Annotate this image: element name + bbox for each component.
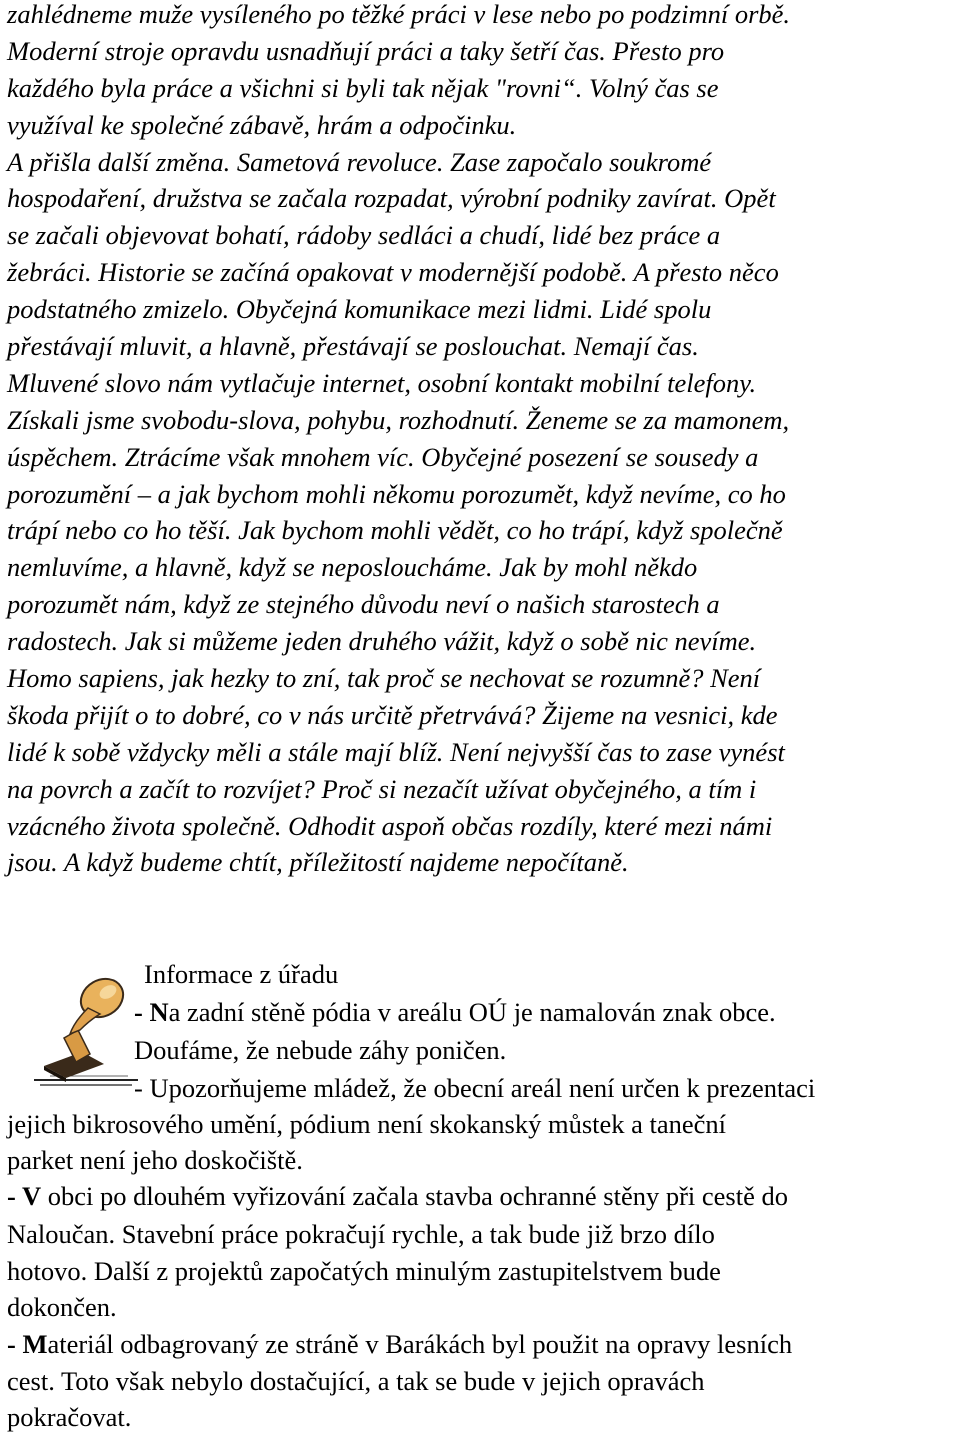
- info-item-line: Doufáme, že nebude záhy poničen.: [134, 1035, 507, 1065]
- article-line: každého byla práce a všichni si byli tak nějak "rovni“. Volný čas se: [7, 72, 719, 103]
- article-line: Získali jsme svobodu-slova, pohybu, rozhodnutí. Ženeme se za mamonem,: [7, 404, 790, 435]
- item-text: a zadní stěně pódia v areálu OÚ je namalován znak obce.: [168, 997, 776, 1027]
- article-line: přestávají mluvit, a hlavně, přestávají se poslouchat. Nemají čas.: [7, 331, 699, 362]
- info-item-line: dokončen.: [7, 1292, 117, 1322]
- article-line: Homo sapiens, jak hezky to zní, tak proč se nechovat se rozumně? Není: [7, 663, 761, 694]
- article-line: A přišla další změna. Sametová revoluce. Zase započalo soukromé: [7, 146, 712, 177]
- article-line: využíval ke společné zábavě, hrám a odpočinku.: [7, 109, 517, 140]
- article-line: nemluvíme, a hlavně, když se neposloucháme. Jak by mohl někdo: [7, 552, 698, 583]
- info-item-line: pokračovat.: [7, 1402, 132, 1432]
- article-line: vzácného života společně. Odhodit aspoň občas rozdíly, které mezi námi: [7, 810, 773, 841]
- article-line: hospodaření, družstva se začala rozpadat, výrobní podniky zavírat. Opět: [7, 183, 776, 214]
- info-item: [134, 994, 776, 1031]
- article-line: Moderní stroje opravdu usnadňují práci a taky šetří čas. Přesto pro: [7, 35, 725, 66]
- article-line: se začali objevovat bohatí, rádoby sedláci a chudí, lidé bez práce a: [7, 220, 721, 251]
- item-text: pozorňujeme mládež, že obecní areál není určen k prezentaci: [168, 1073, 816, 1103]
- item-lead: - V: [7, 1181, 42, 1211]
- article-line: škoda přijít o to dobré, co v nás určitě přetrvává? Žijeme na vesnici, kde: [7, 699, 778, 730]
- article-line: jsou. A když budeme chtít, příležitostí najdeme nepočítaně.: [7, 847, 629, 878]
- info-item: [134, 1070, 815, 1107]
- article-line: lidé k sobě vždycky měli a stále mají blíž. Není nejvyšší čas to zase vynést: [7, 736, 785, 767]
- item-lead: - M: [7, 1329, 48, 1359]
- article-line: porozumět nám, když ze stejného důvodu neví o našich starostech a: [7, 589, 720, 620]
- info-item-line: hotovo. Další z projektů započatých minulým zastupitelstvem bude: [7, 1256, 721, 1286]
- article-body: [7, 0, 959, 881]
- article-line: trápí nebo co ho těší. Jak bychom mohli vědět, co ho trápí, když společně: [7, 515, 783, 546]
- info-item: [7, 1326, 792, 1363]
- info-item-line: Naloučan. Stavební práce pokračují rychle, a tak bude již brzo dílo: [7, 1219, 715, 1249]
- info-item-line: jejich bikrosového umění, pódium není skokanský můstek a taneční: [7, 1109, 727, 1139]
- article-line: úspěchem. Ztrácíme však mnohem víc. Obyčejné posezení se sousedy a: [7, 441, 759, 472]
- item-text: obci po dlouhém vyřizování začala stavba ochranné stěny při cestě do: [41, 1181, 788, 1211]
- info-heading: Informace z úřadu: [144, 959, 339, 989]
- article-line: radostech. Jak si můžeme jeden druhého vážit, když o sobě nic nevíme.: [7, 626, 757, 657]
- item-lead: - U: [134, 1073, 169, 1103]
- article-line: na povrch a začít to rozvíjet? Proč si nezačít užívat obyčejného, a tím i: [7, 773, 757, 804]
- item-lead: - N: [134, 997, 169, 1027]
- info-item: [7, 1178, 788, 1215]
- article-line: žebráci. Historie se začíná opakovat v modernější podobě. A přesto něco: [7, 257, 779, 288]
- article-line: Mluvené slovo nám vytlačuje internet, osobní kontakt mobilní telefony.: [7, 367, 757, 398]
- info-item-line: cest. Toto však nebylo dostačující, a tak se bude v jejich opravách: [7, 1366, 705, 1396]
- article-line: zahlédneme muže vysíleného po těžké práci v lese nebo po podzimní orbě.: [7, 0, 791, 29]
- rubber-stamp-icon: [20, 968, 145, 1093]
- article-line: porozumění – a jak bychom mohli někomu porozumět, když nevíme, co ho: [7, 478, 786, 509]
- article-line: podstatného zmizelo. Obyčejná komunikace mezi lidmi. Lidé spolu: [7, 294, 712, 325]
- info-item-line: parket není jeho doskočiště.: [7, 1145, 303, 1175]
- item-text: ateriál odbagrovaný ze stráně v Barákách byl použit na opravy lesních: [47, 1329, 793, 1359]
